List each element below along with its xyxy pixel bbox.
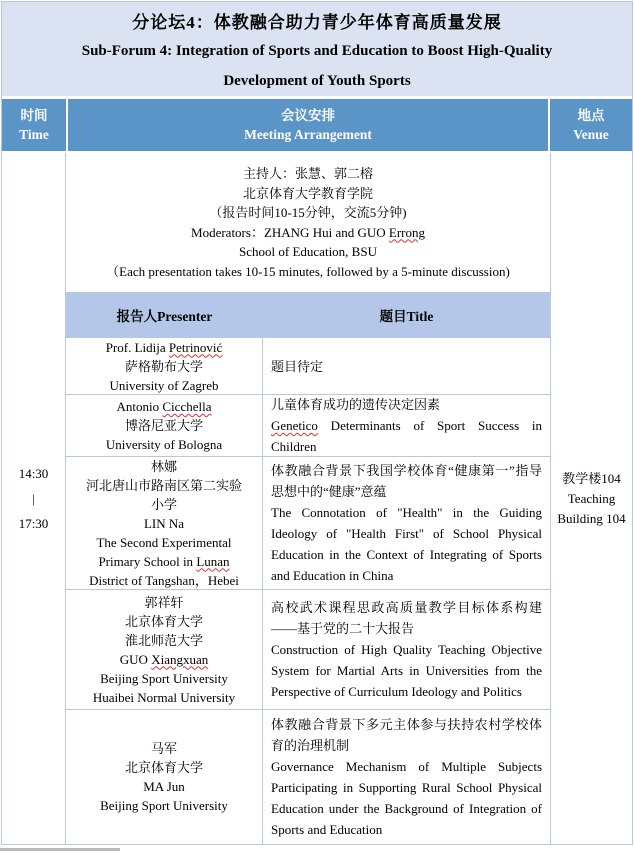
venue-zh: 教学楼104 <box>562 470 621 486</box>
presentation-title-en: Governance Mechanism of Multiple Subjects Participating in Supporting Rural School Physical Education under the Background of Integration of Sports and Education <box>271 759 542 837</box>
forum-title-zh: 分论坛4：体教融合助力青少年体育高质量发展 <box>132 13 502 32</box>
presenter-cell <box>66 338 263 394</box>
presenter-cell <box>66 590 263 709</box>
time-header-zh: 时间 <box>20 108 48 123</box>
venue-header-zh: 地点 <box>577 108 605 123</box>
presenter-line: 马军 <box>150 741 177 756</box>
presentation-row <box>66 395 550 457</box>
time-separator: | <box>32 491 35 506</box>
moderator-line-zh-2: 北京体育大学教育学院 <box>242 185 373 201</box>
moderator-line-en-1: Moderators：ZHANG Hui and GUO Errong <box>191 224 425 240</box>
presentation-row <box>66 710 550 844</box>
table-header-row <box>2 99 632 153</box>
spellcheck-word: Genetico <box>271 418 318 433</box>
spellcheck-word: Errong <box>388 224 425 240</box>
presentation-title-en: Construction of High Quality Teaching Objective System for Martial Arts in Universities from the Perspective of Curriculum Ideology and Politics <box>271 642 542 699</box>
presenter-line: Antonio Cicchella <box>116 399 212 414</box>
spellcheck-word: Cicchella <box>162 399 212 414</box>
title-cell <box>263 338 550 394</box>
moderator-line-en-3: （Each presentation takes 10-15 minutes, followed by a 5-minute discussion) <box>106 263 510 279</box>
meeting-header-zh: 会议安排 <box>281 108 335 123</box>
meeting-arrangement-cell <box>66 153 550 844</box>
presenter-line: University of Bologna <box>105 437 223 452</box>
meeting-header-en: Meeting Arrangement <box>244 127 372 142</box>
presentation-title-zh: 儿童体育成功的遗传决定因素 <box>271 397 441 412</box>
presenter-cell <box>66 395 263 456</box>
presentation-row <box>66 590 550 710</box>
presenter-line: 林娜 <box>150 458 177 474</box>
venue-en: Teaching Building 104 <box>557 490 626 526</box>
table-body <box>2 153 632 844</box>
moderator-line-zh-1: 主持人：张慧、郭二榕 <box>242 166 373 181</box>
presenter-line: 郭祥轩 <box>144 594 184 610</box>
time-start: 14:30 <box>18 466 49 481</box>
presenter-line: 小学 <box>150 496 177 512</box>
presentation-row <box>66 457 550 590</box>
presenter-line: 北京体育大学 <box>124 613 203 629</box>
presentation-title-zh: 高校武术课程思政高质量教学目标体系构建——基于党的二十大报告 <box>271 600 542 636</box>
presenter-line: GUO Xiangxuan <box>119 651 209 667</box>
header-cell-time <box>2 99 66 151</box>
presenter-line: MA Jun <box>143 779 185 794</box>
spellcheck-word: Xiangxuan <box>151 651 209 667</box>
presentation-title-en: Genetico Determinants of Sport Success in Children <box>271 418 542 454</box>
presenter-line: 萨格勒布大学 <box>124 358 203 374</box>
presenter-line: The Second Experimental <box>96 534 232 550</box>
spellcheck-word: Petrinović <box>168 339 223 355</box>
presenter-title-subheader <box>66 293 550 338</box>
venue-header-en: Venue <box>573 127 609 142</box>
venue-cell <box>550 153 632 844</box>
header-cell-meeting <box>68 99 548 151</box>
presenter-line: 北京体育大学 <box>124 760 203 775</box>
presenter-line: 博洛尼亚大学 <box>124 418 203 433</box>
presenter-line: LIN Na <box>143 515 185 531</box>
presenter-line: Prof. Lidija Petrinović <box>105 339 223 355</box>
title-cell <box>263 457 550 589</box>
presentation-row <box>66 338 550 395</box>
header-cell-venue <box>550 99 632 151</box>
forum-title-en-line1: Sub-Forum 4: Integration of Sports and Education to Boost High-Quality <box>81 43 553 59</box>
title-cell <box>263 590 550 709</box>
presenter-line: 河北唐山市路南区第二实验 <box>85 477 242 493</box>
presenter-line: District of Tangshan，Hebei <box>89 572 239 588</box>
title-cell <box>263 395 550 456</box>
presenter-cell <box>66 457 263 589</box>
subheader-title-label: 题目Title <box>379 309 434 324</box>
subheader-presenter-label: 报告人Presenter <box>116 309 213 324</box>
time-end: 17:30 <box>18 516 49 531</box>
moderator-line-en-2: School of Education, BSU <box>239 244 377 259</box>
moderator-block <box>66 153 550 293</box>
forum-title-en-line2: Development of Youth Sports <box>223 73 411 89</box>
time-header-en: Time <box>19 127 49 142</box>
presenter-cell <box>66 710 263 844</box>
presenter-line: University of Zagreb <box>109 377 219 393</box>
schedule-table <box>1 1 633 845</box>
presentation-title-zh: 题目待定 <box>271 358 324 374</box>
presentation-title-zh: 体教融合背景下我国学校体育“健康第一”指导思想中的“健康”意蕴 <box>271 463 542 499</box>
presentation-title-zh: 体教融合背景下多元主体参与扶持农村学校体育的治理机制 <box>271 717 542 753</box>
title-cell <box>263 710 550 844</box>
spellcheck-word: Lunan <box>196 553 230 569</box>
moderator-line-zh-3: （报告时间10-15分钟，交流5分钟) <box>209 205 407 220</box>
presenter-line: Beijing Sport University <box>100 670 228 686</box>
horizontal-scrollbar-thumb[interactable] <box>0 848 120 851</box>
presenter-line: Beijing Sport University <box>100 798 228 813</box>
presenter-line: 淮北师范大学 <box>124 632 203 648</box>
title-banner <box>2 2 632 99</box>
presenter-line: Primary School in Lunan <box>98 553 230 569</box>
presenter-line: Huaibei Normal University <box>92 689 236 705</box>
presentation-title-en: The Connotation of "Health" in the Guiding Ideology of "Health First" of School Physical Education in the Context of Integrating of Sports and Education in China <box>271 505 542 583</box>
time-cell <box>2 153 66 844</box>
